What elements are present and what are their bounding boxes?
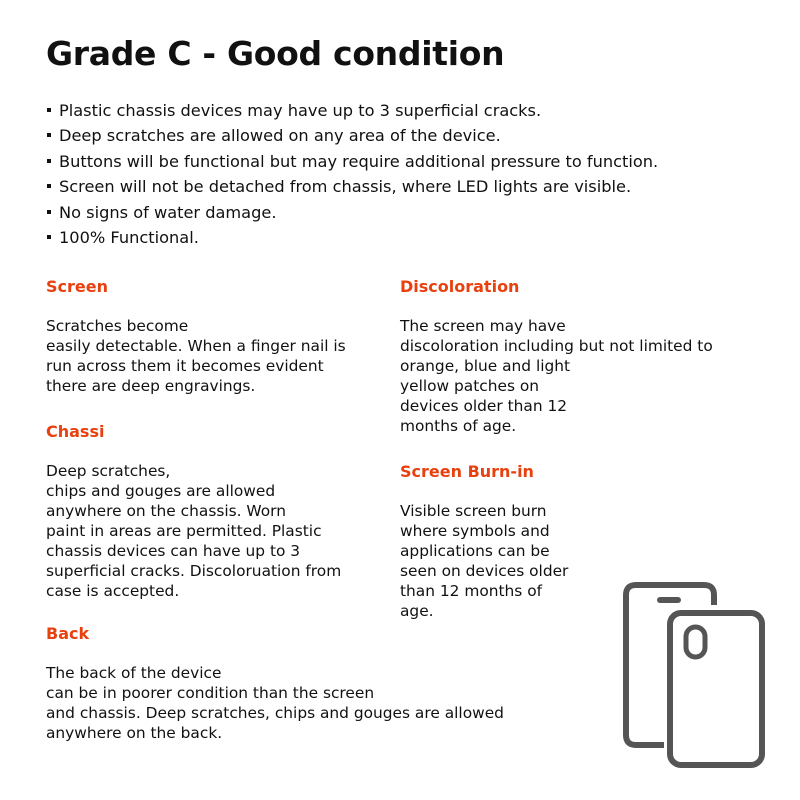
back-heading: Back <box>46 624 90 643</box>
condition-bullet-list <box>46 98 658 250</box>
phone-back-icon <box>670 613 762 765</box>
phone-front-and-back-icon <box>612 572 772 772</box>
chassi-description: Deep scratches, chips and gouges are allowed anywhere on the chassis. Worn paint in areas are permitted. Plastic chassis devices can have up to 3 superficial cracks. Discoloruation from case is accepted. <box>46 462 342 600</box>
bullet-item: Buttons will be functional but may require additional pressure to function. <box>46 149 658 174</box>
bullet-item: No signs of water damage. <box>46 200 658 225</box>
burn-in-heading: Screen Burn-in <box>400 462 534 481</box>
burn-in-description: Visible screen burn where symbols and applications can be seen on devices older than 12 months of age. <box>400 502 569 620</box>
screen-heading: Screen <box>46 277 108 296</box>
discoloration-description: The screen may have discoloration including but not limited to orange, blue and light yellow patches on devices older than 12 months of age. <box>400 317 713 435</box>
discoloration-heading: Discoloration <box>400 277 520 296</box>
bullet-item: Plastic chassis devices may have up to 3 superficial cracks. <box>46 98 658 123</box>
page-title: Grade C - Good condition <box>46 34 505 73</box>
bullet-item: Screen will not be detached from chassis, where LED lights are visible. <box>46 174 658 199</box>
bullet-item: 100% Functional. <box>46 225 658 250</box>
bullet-item: Deep scratches are allowed on any area of the device. <box>46 123 658 148</box>
screen-description: Scratches become easily detectable. When a finger nail is run across them it becomes evident there are deep engravings. <box>46 317 346 395</box>
back-description: The back of the device can be in poorer condition than the screen and chassis. Deep scratches, chips and gouges are allowed anywhere on the back. <box>46 664 504 742</box>
chassi-heading: Chassi <box>46 422 105 441</box>
